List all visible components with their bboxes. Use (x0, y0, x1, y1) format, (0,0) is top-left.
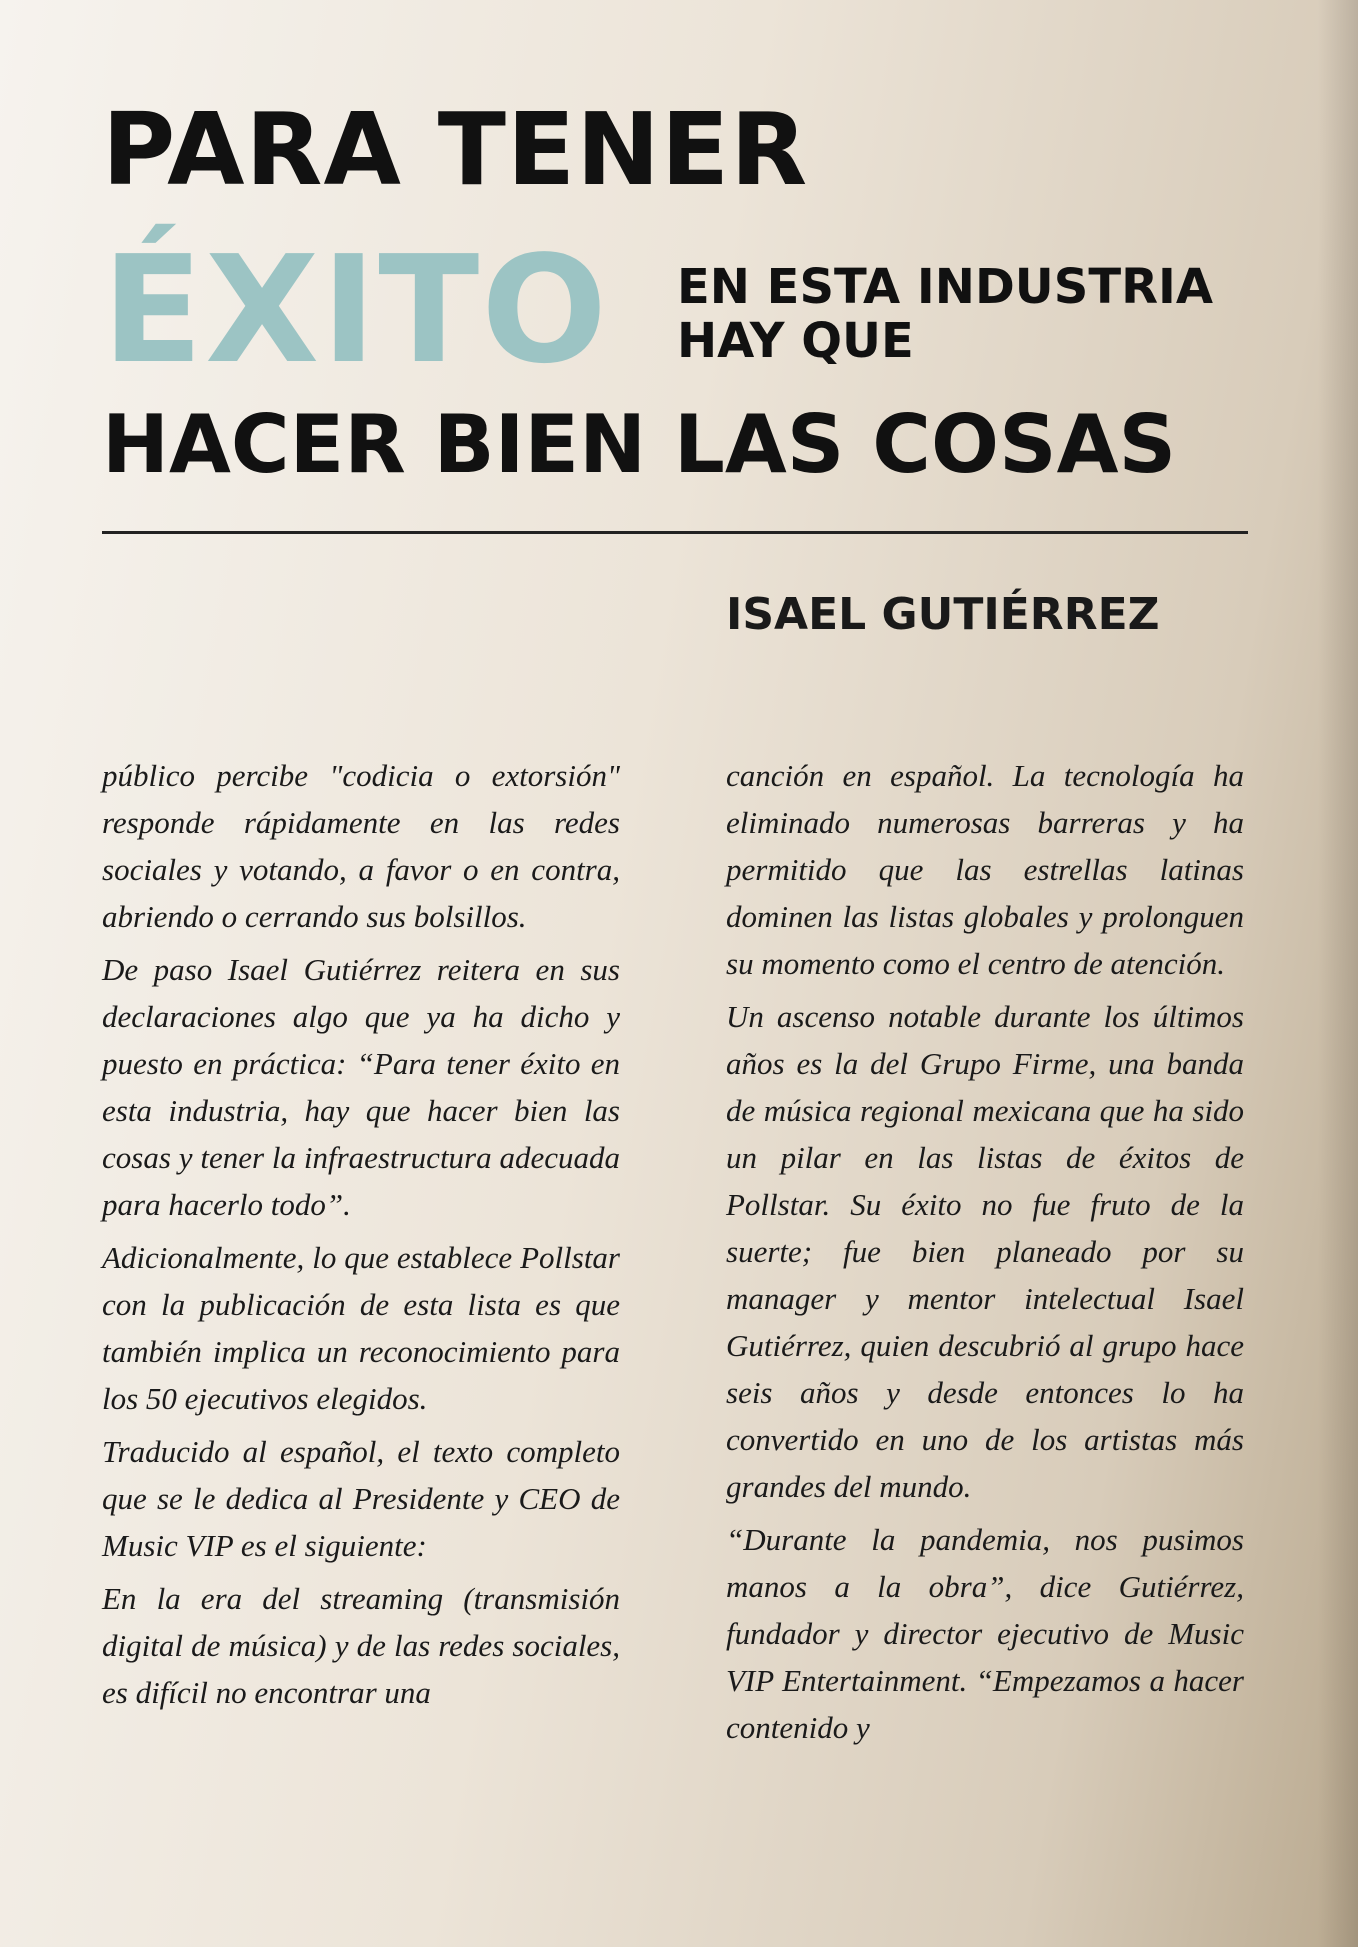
page-edge-shadow (1318, 0, 1358, 1947)
headline-row-2 (102, 224, 1262, 396)
paragraph: Un ascenso notable durante los últimos años es la del Grupo Firme, una banda de música regional mexicana que ha sido un pilar en las listas de éxitos de Pollstar. Su éxito no fue fruto de la suerte; fue bien planeado por su manager y mentor intelectual Isael Gutiérrez, quien descubrió al grupo hace seis años y desde entonces lo ha convertido en uno de los artistas más grandes del mundo. (726, 999, 1244, 1504)
paragraph: Adicionalmente, lo que establece Pollstar con la publicación de esta lista es que también implica un reconocimiento para los 50 ejecutivos elegidos. (102, 1240, 620, 1416)
headline-side-text (677, 260, 1277, 368)
headline-highlight: ÉXITO (102, 224, 610, 396)
column-left (102, 752, 620, 1722)
column-right (726, 752, 1244, 1757)
paragraph: “Durante la pandemia, nos pusimos manos a la obra”, dice Gutiérrez, fundador y director ejecutivo de Music VIP Entertainment. “Empezamos a hacer contenido y (726, 1522, 1244, 1745)
headline-side-line-2: HAY QUE (677, 313, 914, 369)
paragraph: canción en español. La tecnología ha eliminado numerosas barreras y ha permitido que las estrellas latinas dominen las listas globales y prolonguen su momento como el centro de atención. (726, 758, 1244, 981)
author-byline: ISAEL GUTIÉRREZ (726, 589, 1160, 640)
paragraph: Traducido al español, el texto completo que se le dedica al Presidente y CEO de Music VIP es el siguiente: (102, 1434, 620, 1563)
paragraph: En la era del streaming (transmisión digital de música) y de las redes sociales, es difícil no encontrar una (102, 1581, 620, 1710)
headline-line-3: HACER BIEN LAS COSAS (102, 398, 1177, 491)
headline-line-1: PARA TENER (102, 91, 809, 208)
headline-divider (102, 531, 1248, 534)
headline-side-line-1: EN ESTA INDUSTRIA (677, 259, 1214, 315)
headline (102, 91, 1262, 491)
paragraph: De paso Isael Gutiérrez reitera en sus declaraciones algo que ya ha dicho y puesto en práctica: “Para tener éxito en esta industria, hay que hacer bien las cosas y tener la infraestructura adecuada para hacerlo todo”. (102, 952, 620, 1222)
paragraph: público percibe "codicia o extorsión" responde rápidamente en las redes sociales y votando, a favor o en contra, abriendo o cerrando sus bolsillos. (102, 758, 620, 934)
